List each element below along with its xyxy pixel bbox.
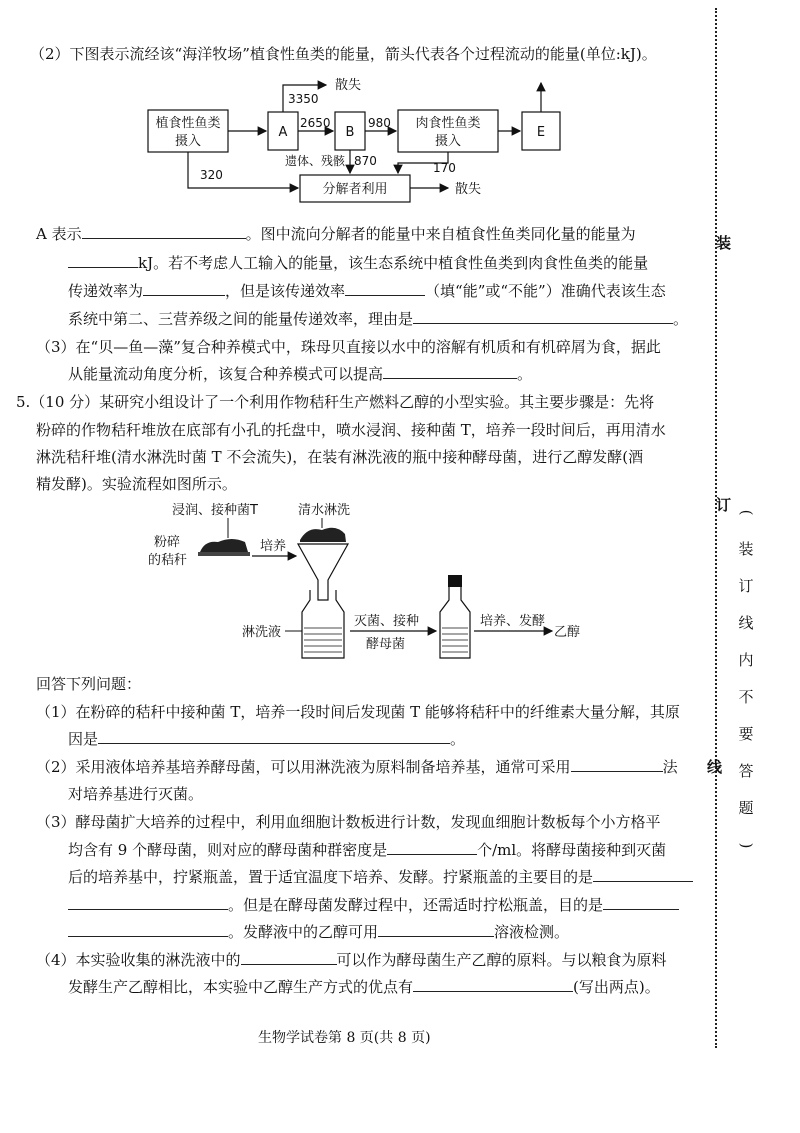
- notice-char: 内: [738, 651, 754, 669]
- q2-intro: （2）下图表示流经该“海洋牧场”植食性鱼类的能量，箭头代表各个过程流动的能量(单位:kJ)。: [30, 45, 657, 63]
- binding-dotted-line: [715, 8, 717, 1048]
- label-170: 170: [433, 161, 456, 175]
- notice-char: 答: [738, 762, 754, 780]
- label-loss-top: 散失: [335, 78, 362, 93]
- q2-answer-line-4: 系统中第二、三营养级之间的能量传递效率，理由是 。: [68, 310, 689, 328]
- page-footer: 生物学试卷第 8 页(共 8 页): [258, 1030, 431, 1046]
- q5-line-3: 淋洗秸秆堆(清水淋洗时菌 T 不会流失)，在装有淋洗液的瓶中接种酵母菌，进行乙醇发酵(酒: [36, 448, 644, 466]
- label-remains: 遗体、残骸: [285, 154, 346, 168]
- binding-label-zhuang: 装: [716, 234, 732, 252]
- box-decomposer-label: 分解者利用: [322, 182, 388, 197]
- q5-line-4: 精发酵)。实验流程如图所示。: [36, 475, 237, 493]
- funnel: [298, 544, 348, 600]
- q5-line-1: 5.（10 分）某研究小组设计了一个利用作物秸秆生产燃料乙醇的小型实验。其主要步骤是：先将: [16, 393, 655, 411]
- box-b-label: B: [345, 125, 355, 140]
- blank[interactable]: [378, 922, 494, 937]
- blank[interactable]: [68, 922, 228, 937]
- q2-answer-line-3: 传递效率为 ，但是该传递效率 （填“能”或“不能”）准确代表该生态: [68, 282, 666, 300]
- sub2-line-2: 对培养基进行灭菌。: [68, 785, 204, 803]
- sub3-line-4: 。但是在酵母菌发酵过程中，还需适时拧松瓶盖，目的是: [68, 895, 679, 915]
- label-loss-bottom: 散失: [455, 182, 482, 197]
- q2-answer-line-1: A 表示 。图中流向分解者的能量中来自植食性鱼类同化量的能量为: [36, 225, 636, 243]
- notice-char: 要: [738, 725, 754, 743]
- sub1-line-1: （1）在粉碎的秸秆中接种菌 T，培养一段时间后发现菌 T 能够将秸秆中的纤维素大量分解，其原: [36, 703, 680, 721]
- label-crushed-2: 的秸秆: [148, 553, 188, 568]
- blank[interactable]: [98, 729, 450, 744]
- flask-2-cap: [448, 575, 462, 587]
- blank[interactable]: [413, 309, 673, 324]
- label-2650: 2650: [300, 116, 331, 130]
- sub3-line-3: 后的培养基中，拧紧瓶盖，置于适宜温度下培养、发酵。拧紧瓶盖的主要目的是: [68, 867, 693, 887]
- q3-line-1: （3）在“贝—鱼—藻”复合种养模式中，珠母贝直接以水中的溶解有机质和有机碎屑为食，据此: [36, 338, 661, 356]
- notice-char: ): [737, 842, 756, 849]
- label-sterilize-2: 酵母菌: [366, 637, 406, 652]
- energy-flow-diagram: [130, 75, 590, 205]
- sub3-line-1: （3）酵母菌扩大培养的过程中，利用血细胞计数板进行计数，发现血细胞计数板每个小方格平: [36, 813, 661, 831]
- sub3-line-2: 均含有 9 个酵母菌，则对应的酵母菌种群密度是 个/ml。将酵母菌接种到灭菌: [68, 841, 667, 859]
- box-carnivore-label-1: 肉食性鱼类: [415, 116, 481, 131]
- label-ethanol: 乙醇: [554, 625, 581, 640]
- binding-notice: [736, 494, 756, 864]
- blank[interactable]: [68, 253, 138, 268]
- q3-line-2: 从能量流动角度分析，该复合种养模式可以提高 。: [68, 365, 533, 383]
- blank[interactable]: [593, 867, 693, 882]
- blank[interactable]: [383, 364, 517, 379]
- blank[interactable]: [603, 895, 679, 910]
- notice-char: 线: [738, 614, 754, 632]
- blank[interactable]: [68, 895, 228, 910]
- label-rinse: 清水淋洗: [298, 503, 351, 518]
- notice-char: (: [737, 509, 756, 516]
- binding-label-xian: 线: [707, 758, 723, 776]
- blank[interactable]: [345, 281, 425, 296]
- funnel-straw: [300, 528, 346, 542]
- sub3-line-5: 。发酵液中的乙醇可用 溶液检测。: [68, 922, 569, 942]
- notice-char: 装: [738, 540, 754, 558]
- label-320: 320: [200, 168, 223, 182]
- q2-answer-line-2: kJ。若不考虑人工输入的能量，该生态系统中植食性鱼类到肉食性鱼类的能量: [68, 253, 648, 273]
- label-culture: 培养: [260, 539, 287, 554]
- straw-tray: [200, 539, 248, 552]
- blank[interactable]: [143, 281, 225, 296]
- label-870: 870: [354, 154, 377, 168]
- sub2-line-1: （2）采用液体培养基培养酵母菌，可以用淋洗液为原料制备培养基，通常可采用 法: [36, 758, 678, 776]
- box-e-label: E: [536, 125, 546, 140]
- label-3350: 3350: [288, 92, 319, 106]
- label-inoculate: 浸润、接种菌T: [172, 503, 258, 518]
- blank[interactable]: [571, 757, 663, 772]
- flask-2: [440, 587, 470, 658]
- notice-char: 订: [738, 577, 754, 595]
- label-sterilize-1: 灭菌、接种: [354, 614, 420, 629]
- blank[interactable]: [241, 950, 337, 965]
- sub4-line-1: （4）本实验收集的淋洗液中的 可以作为酵母菌生产乙醇的原料。与以粮食为原料: [36, 951, 667, 969]
- binding-label-ding: 订: [716, 496, 732, 514]
- blank[interactable]: [413, 977, 573, 992]
- box-herbivore-label-1: 植食性鱼类: [155, 116, 221, 131]
- label-crushed-1: 粉碎: [154, 535, 181, 550]
- notice-char: 不: [738, 688, 754, 706]
- box-a-label: A: [278, 125, 288, 140]
- answer-prompt: 回答下列问题：: [36, 675, 142, 693]
- sub4-line-2: 发酵生产乙醇相比，本实验中乙醇生产方式的优点有 (写出两点)。: [68, 978, 660, 996]
- box-carnivore-label-2: 摄入: [434, 134, 462, 149]
- notice-char: 题: [738, 799, 754, 817]
- experiment-flow-diagram: [140, 500, 610, 670]
- blank[interactable]: [82, 224, 246, 239]
- q5-line-2: 粉碎的作物秸秆堆放在底部有小孔的托盘中，喷水浸润、接种菌 T，培养一段时间后，再用清水: [36, 421, 666, 439]
- blank[interactable]: [387, 840, 477, 855]
- label-980: 980: [368, 116, 391, 130]
- sub1-line-2: 因是 。: [68, 730, 466, 748]
- label-ferment: 培养、发酵: [480, 614, 546, 629]
- box-herbivore-label-2: 摄入: [174, 134, 202, 149]
- label-leachate: 淋洗液: [242, 625, 282, 640]
